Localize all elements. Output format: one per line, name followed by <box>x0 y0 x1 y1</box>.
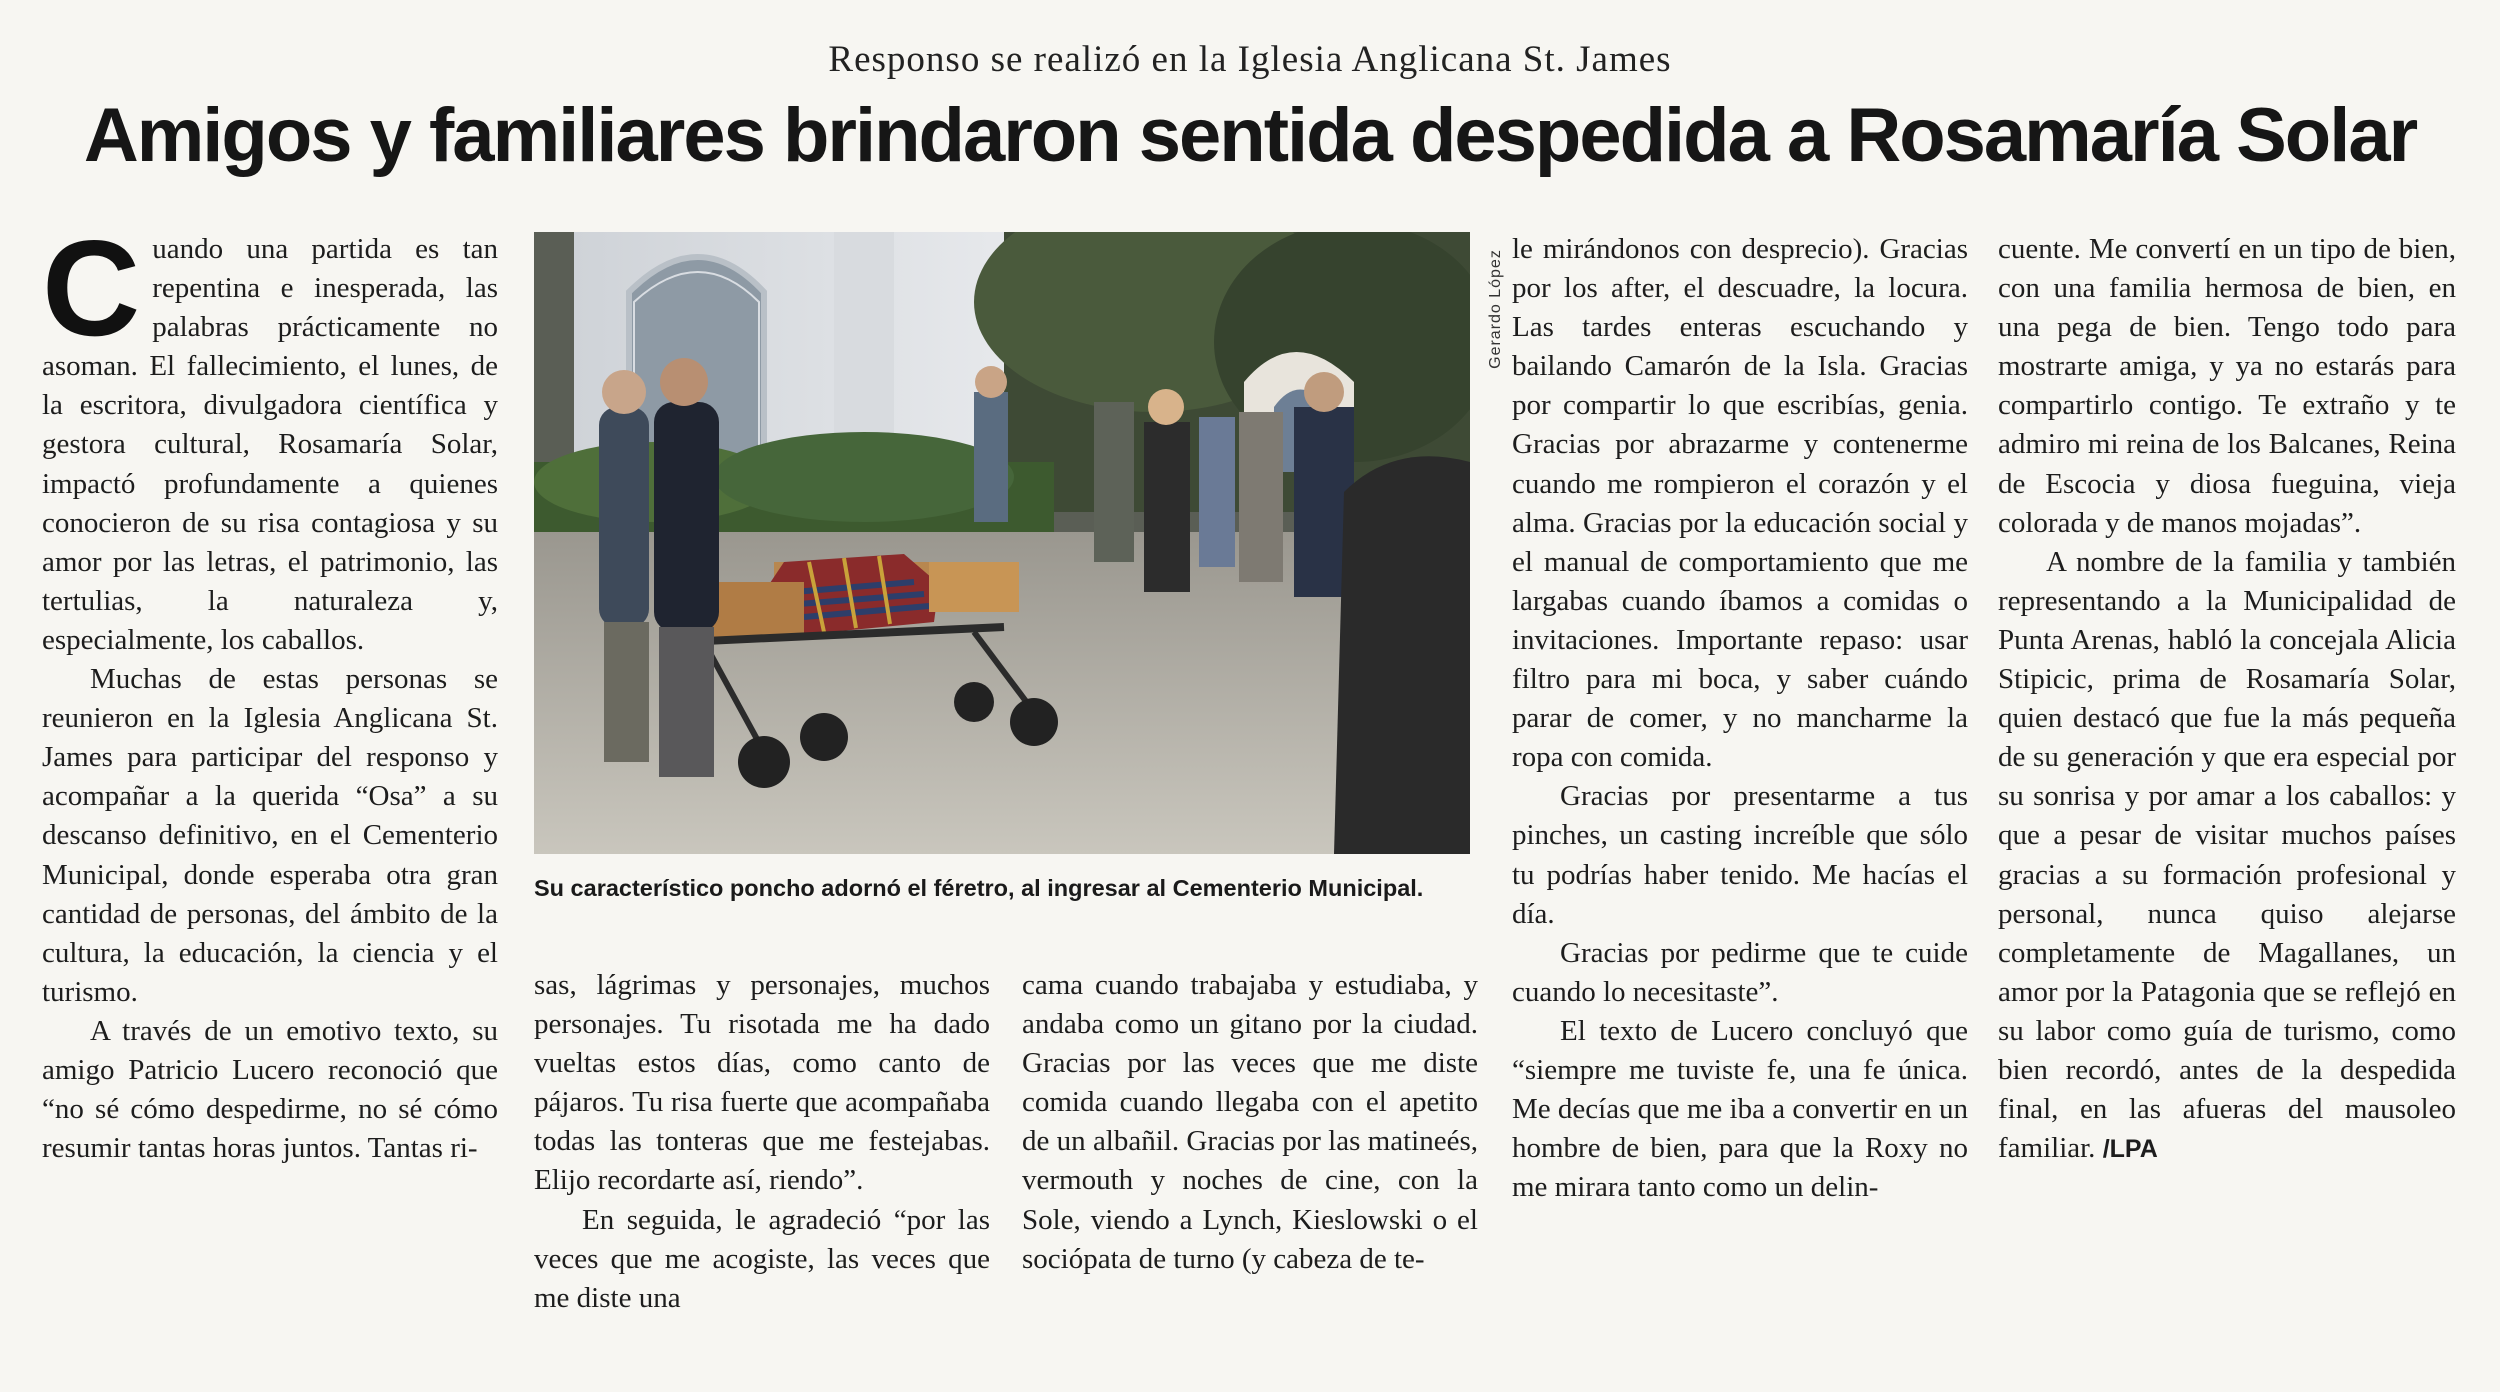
funeral-photo-illustration <box>534 232 1470 854</box>
lead-text: uando una partida es tan repentina e inesperada, las palabras prácticamente no asoman. El fallecimiento, el lunes, de la escritora, divulgadora científica y gestora cultural, Rosamaría Solar, impactó profundamente a quienes conocieron de su risa contagiosa y su amor por las letras, el patrimonio, las tertulias, la naturaleza y, especialmente, los caballos. <box>42 233 498 656</box>
body-paragraph: Gracias por presentarme a tus pinches, un casting increíble que sólo tu podrías haber tenido. Me hacías el día. <box>1512 780 1968 930</box>
article-column-2 <box>534 966 990 1370</box>
body-paragraph: cuente. Me convertí en un tipo de bien, con una familia hermosa de bien, en una pega de bien. Tengo todo para mostrarte amiga, y ya no estarás para compartirlo contigo. Te extraño y te admiro mi reina de los Balcanes, Reina de Escocia y diosa fueguina, vieja colorada y de manos mojadas”. <box>1998 233 2456 539</box>
body-paragraph: le mirándonos con desprecio). Gracias por los after, el descuadre, la locura. Las tardes enteras escuchando y bailando Camarón de la Isla. Gracias por compartir lo que escribías, genia. Gracias por abrazarme y contenerme cuando me rompieron el corazón y el alma. Gracias por la educación social y el manual de comportamiento que me largabas cuando íbamos a comidas o invitaciones. Importante repaso: usar filtro para mi boca, y saber cuándo parar de comer, y no mancharme la ropa con comida. <box>1512 233 1968 774</box>
body-paragraph: sas, lágrimas y personajes, muchos personajes. Tu risotada me ha dado vueltas estos días, como canto de pájaros. Tu risa fuerte que acompañaba todas las tonteras que me festejabas. Elijo recordarte así, riendo”. <box>534 969 990 1197</box>
photo-credit <box>1486 230 1508 390</box>
body-paragraph <box>1998 543 2456 1170</box>
article-column-5 <box>1998 230 2456 1370</box>
body-paragraph: El texto de Lucero concluyó que “siempre me tuviste fe, una fe única. Me decías que me iba a convertir en un hombre de bien, para que la Roxy no me mirara tanto como un delin- <box>1512 1014 1968 1204</box>
article-column-1 <box>42 230 498 1370</box>
photo-caption: Su característico poncho adornó el féretro, al ingresar al Cementerio Municipal. <box>534 875 1424 901</box>
body-paragraph: En seguida, le agradeció “por las veces que me acogiste, las veces que me diste una <box>534 1203 990 1314</box>
article-headline: Amigos y familiares brindaron sentida despedida a Rosamaría Solar <box>83 93 2417 178</box>
photo-credit-text: Gerardo López <box>1487 249 1504 369</box>
article-photo <box>534 232 1470 854</box>
article-kicker: Responso se realizó en la Iglesia Anglicana St. James <box>828 39 1672 80</box>
article-column-4 <box>1512 230 1968 1370</box>
body-paragraph: Gracias por pedirme que te cuide cuando lo necesitaste”. <box>1512 936 1968 1008</box>
article-column-3 <box>1022 966 1478 1370</box>
body-paragraph: A través de un emotivo texto, su amigo Patricio Lucero reconoció que “no sé cómo despedirme, no sé cómo resumir tantas horas juntos. Tantas ri- <box>42 1014 498 1165</box>
closing-text: A nombre de la familia y también representando a la Municipalidad de Punta Arenas, habló la concejala Alicia Stipicic, prima de Rosamaría Solar, quien destacó que fue la más pequeña de su generación y que era especial por su sonrisa y por amar a los caballos: y que a pesar de visitar muchos países gracias a su formación profesional y personal, nunca quiso alejarse completamente de Magallanes, un amor por la Patagonia que se reflejó en su labor como guía de turismo, como bien recordó, antes de la despedida final, en las afueras del mausoleo familiar. <box>1998 545 2456 1165</box>
lead-paragraph <box>42 230 498 660</box>
author-signature: /LPA <box>2102 1135 2158 1164</box>
body-paragraph: Muchas de estas personas se reunieron en la Iglesia Anglicana St. James para participar del responso y acompañar a la querida “Osa” a su descanso definitivo, en el Cementerio Municipal, donde esperaba otra gran cantidad de personas, del ámbito de la cultura, la educación, la ciencia y el turismo. <box>42 663 498 1008</box>
body-paragraph: cama cuando trabajaba y estudiaba, y andaba como un gitano por la ciudad. Gracias por las veces que me diste comida cuando llegaba con el apetito de un albañil. Gracias por las matineés, vermouth y noches de cine, con la Sole, viendo a Lynch, Kieslowski o el sociópata de turno (y cabeza de te- <box>1022 969 1478 1275</box>
drop-cap: C <box>42 230 141 364</box>
